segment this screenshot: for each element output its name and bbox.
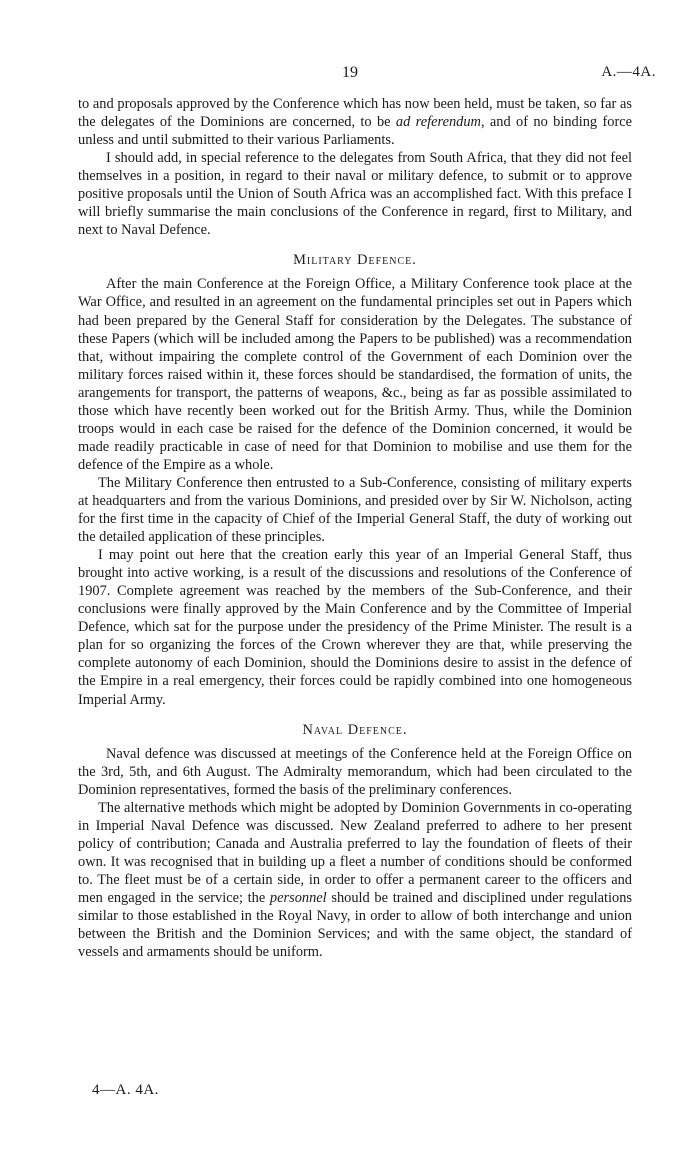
page-number: 19 — [342, 64, 358, 81]
paragraph-military-1: After the main Conference at the Foreign Office, a Military Conference took place at the War Office, and resulted in an agreement on the fundamental principles set out in Papers which had been prepared by the General Staff for consideration by the Delegates. The substance of these Papers (which will be included among the Papers to be published) was a recommendation that, without impairing the complete control of the Government of each Dominion over the military forces raised within it, these forces should be standardised, the formation of units, the arangements for transport, the patterns of weapons, &c., being as far as possible assimilated to those which have recently been worked out for the British Army. Thus, while the Dominion troops would in each case be raised for the defence of the Dominion concerned, it would be made readily practicable in case of need for that Dominion to mobilise and use them for the defence of the Empire as a whole. — [78, 276, 632, 473]
paragraph-naval-2: The alternative methods which might be adopted by Dominion Governments in co-operating in Imperial Naval Defence was discussed. New Zealand preferred to adhere to her present policy of contribution; Canada and Australia preferred to lay the foundation of fleets of their own. It was recognised that in building up a fleet a number of conditions should be conformed to. The fleet must be of a certain side, in order to offer a permanent career to the officers and men engaged in the service; the personnel should be trained and disciplined under regulations similar to those established in the Royal Navy, in order to allow of both interchange and union between the British and the Dominion Services; and with the same object, the standard of vessels and armaments should be uniform. — [78, 799, 633, 961]
section-heading-military: Military Defence. — [293, 252, 417, 269]
paragraph-naval-1: Naval defence was discussed at meetings of the Conference held at the Foreign Office on the 3rd, 5th, and 6th August. The Admiralty memorandum, which had been circulated to the Dominion representatives, formed the basis of the preliminary conferences. — [78, 745, 632, 798]
paragraph-preface: I should add, in special reference to the delegates from South Africa, that they did not feel themselves in a position, in regard to their naval or military defence, to submit or to approve positive proposals until the Union of South Africa was an accomplished fact. With this preface I will briefly summarise the main conclusions of the Conference in regard, first to Military, and next to Naval Defence. — [78, 150, 632, 239]
body-text — [78, 95, 632, 961]
italic-phrase: personnel — [269, 889, 327, 906]
paragraph-military-3: I may point out here that the creation early this year of an Imperial General Staff, thus brought into active working, is a result of the discussions and resolutions of the Conference of 1907. Complete agreement was reached by the members of the Sub-Conference, and their conclusions were finally approved by the Main Conference and by the Committee of Imperial Defence, which sat for the purpose under the presidency of the Prime Minister. The result is a plan for so organizing the forces of the Crown wherever they are that, while preserving the complete autonomy of each Dominion, should the Dominions desire to assist in the defence of the Empire in a real emergency, their forces could be rapidly combined into one homogeneous Imperial Army. — [78, 547, 632, 708]
signature-mark: 4—A. 4A. — [92, 1082, 159, 1098]
section-heading-naval: Naval Defence. — [302, 721, 408, 738]
italic-phrase: ad referendum — [395, 114, 481, 131]
paragraph-continuation: to and proposals approved by the Conference which has now been held, must be taken, so far as the delegates of the Dominions are concerned, to be ad referendum, and of no binding force unless and until submitted to their various Parliaments. — [78, 96, 633, 149]
document-reference: A.—4A. — [601, 64, 656, 80]
paragraph-military-2: The Military Conference then entrusted to a Sub-Conference, consisting of military experts at headquarters and from the various Dominions, and presided over by Sir W. Nicholson, acting for the first time in the capacity of Chief of the Imperial General Staff, the duty of working out the detailed application of these principles. — [78, 474, 632, 546]
